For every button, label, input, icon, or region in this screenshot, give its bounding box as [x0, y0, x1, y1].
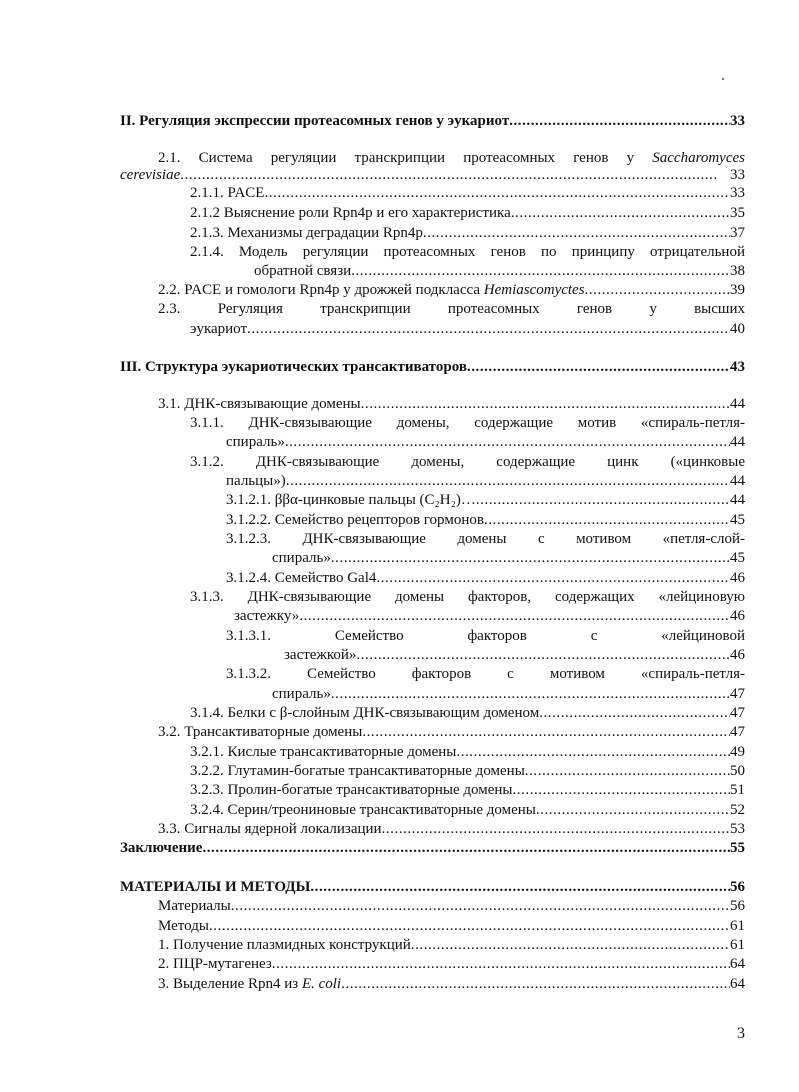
toc-entry-continuation-text: спираль» [272, 686, 331, 702]
leader-dots [513, 780, 731, 800]
toc-entry-text: 3.2.2. Глутамин-богатые трансактиваторные домены [190, 763, 525, 779]
leader-dots [484, 510, 730, 530]
toc-entry-title [226, 568, 376, 588]
toc-entry-text: 3.1.3.2. Семейство факторов с мотивом «спираль-петля- [226, 666, 745, 682]
toc-entry-text: 3.1.3.1. Семейство факторов с «лейциновой [226, 628, 745, 644]
toc-entry-title [226, 510, 484, 530]
leader-dots [299, 606, 730, 626]
leader-dots [341, 974, 730, 994]
leader-dots [423, 223, 730, 243]
toc-entry-title [158, 974, 341, 994]
toc-page-number: 39 [730, 282, 745, 298]
leader-dots [467, 357, 730, 377]
leader-dots [456, 742, 730, 762]
toc-page-number: 35 [730, 205, 745, 221]
toc-entry-text: 3.1.4. Белки с β-слойным ДНК-связывающим доменом [190, 705, 540, 721]
toc-entry-title [120, 838, 202, 858]
toc-entry-title [158, 722, 362, 742]
toc-page-number: 53 [730, 821, 745, 837]
toc-entry-text: Заключение [120, 840, 203, 856]
toc-entry[interactable] [226, 510, 745, 530]
leader-dots [351, 261, 730, 281]
toc-entry[interactable] [226, 529, 745, 549]
toc-entry-continuation[interactable] [190, 319, 745, 339]
leader-dots [272, 954, 730, 974]
leader-dots [356, 645, 730, 665]
toc-entry-continuation[interactable] [226, 432, 745, 452]
toc-entry-text: 2.1.4. Модель регуляции протеасомных генов по принципу отрицательной [190, 244, 745, 260]
toc-page-number: 43 [730, 359, 745, 375]
toc-entry-continuation[interactable] [234, 606, 745, 626]
toc-entry[interactable] [158, 974, 745, 994]
toc-entry-text: 3.1.2. ДНК-связывающие домены, содержащие цинк («цинковые [190, 454, 745, 470]
toc-entry-text: 3.3. Сигналы ядерной локализации [158, 821, 382, 837]
leader-dots [585, 280, 730, 300]
toc-entry[interactable] [158, 299, 745, 319]
toc-entry-text: 2.1.2 Выяснение роли Rpn4p и его характеристика [190, 205, 511, 221]
toc-entry[interactable] [190, 223, 745, 243]
scan-speck [722, 78, 724, 80]
leader-dots [180, 165, 730, 185]
toc-entry-italic-text: Saccharomyces [652, 150, 745, 166]
toc-entry-text: 2. ПЦР-мутагенез [158, 956, 272, 972]
toc-entry[interactable] [120, 838, 745, 858]
toc-entry-continuation[interactable] [272, 684, 745, 704]
toc-entry-continuation-text: эукариот [190, 321, 248, 337]
leader-dots [536, 800, 730, 820]
toc-page-number: 46 [730, 570, 745, 586]
toc-page-number: 44 [730, 434, 745, 450]
toc-entry-continuation-text: спираль» [272, 550, 331, 566]
toc-entry-italic-text: Hemiascomyctes [483, 282, 585, 298]
toc-entry[interactable] [158, 935, 745, 955]
toc-entry-text: 3. Выделение Rpn4 из [158, 976, 302, 992]
leader-dots [202, 838, 730, 858]
toc-entry-text: III. Структура эукариотических трансактиваторов [120, 359, 467, 375]
toc-entry-text: 3.1.2.2. Семейство рецепторов гормонов [226, 512, 484, 528]
toc-page-number: 33 [730, 167, 745, 183]
toc-entry-title [158, 301, 745, 317]
toc-entry-text: 2.3. Регуляция транскрипции протеасомных генов у высших [158, 301, 745, 317]
toc-entry-text: 3.1.2.3. ДНК-связывающие домены с мотивом «петля-слой- [226, 531, 745, 547]
toc-entry-text: 3.2.4. Серин/треониновые трансактиваторные домены [190, 802, 536, 818]
leader-dots [376, 568, 730, 588]
toc-page-number: 33 [730, 185, 745, 201]
toc-entry[interactable] [158, 954, 745, 974]
toc-entry-title [120, 357, 467, 377]
toc-entry[interactable] [120, 357, 745, 377]
toc-entry-title [190, 742, 456, 762]
toc-entry-text: МАТЕРИАЛЫ И МЕТОДЫ [120, 879, 311, 895]
toc-page-number: 37 [730, 225, 745, 241]
toc-entry-title [190, 244, 745, 260]
toc-page-number: 61 [730, 918, 745, 934]
toc-entry-title [190, 415, 745, 431]
toc-entry[interactable] [158, 916, 745, 936]
toc-page-number: 47 [730, 705, 745, 721]
leader-dots [285, 432, 730, 452]
leader-dots [209, 916, 730, 936]
toc-entry-continuation[interactable] [284, 645, 745, 665]
toc-page-number: 64 [730, 956, 745, 972]
toc-entry-title [226, 628, 745, 644]
toc-page-number: 52 [730, 802, 745, 818]
toc-entry-continuation-text: cerevisiae [120, 167, 181, 183]
toc-entry-title [190, 183, 264, 203]
toc-entry-title [190, 454, 745, 470]
toc-entry[interactable] [190, 203, 745, 223]
toc-entry[interactable] [190, 242, 745, 262]
toc-entry[interactable] [158, 280, 745, 300]
toc-entry-title [158, 150, 745, 166]
toc-entry-text: 2.1.3. Механизмы деградации Rpn4p [190, 225, 423, 241]
toc-entry[interactable] [190, 703, 745, 723]
toc-entry[interactable] [226, 568, 745, 588]
toc-entry-text: 2.1.1. PACE [190, 185, 265, 201]
leader-dots [411, 935, 730, 955]
toc-entry-text: 3.1.2.1. ββα-цинковые пальцы (C₂H₂)… [226, 492, 476, 508]
toc-entry[interactable] [226, 626, 745, 646]
toc-entry-continuation-text: пальцы») [226, 473, 286, 489]
toc-entry-title [190, 800, 536, 820]
leader-dots [264, 183, 730, 203]
toc-entry-continuation-text: застежкой» [284, 647, 357, 663]
toc-entry-title [190, 703, 539, 723]
toc-entry-continuation[interactable] [272, 548, 745, 568]
toc-entry[interactable] [158, 896, 745, 916]
toc-entry-title [190, 203, 511, 223]
toc-entry-title [158, 819, 382, 839]
leader-dots [231, 896, 730, 916]
toc-page-number: 46 [730, 647, 745, 663]
toc-page-number: 44 [730, 492, 745, 508]
toc-entry-continuation-text: застежку» [234, 608, 300, 624]
toc-entry-text: 3.2.3. Пролин-богатые трансактиваторные домены [190, 782, 513, 798]
toc-entry[interactable] [120, 111, 745, 131]
toc-entry-continuation[interactable] [254, 261, 745, 281]
toc-entry-text: 3.2.1. Кислые трансактиваторные домены [190, 744, 457, 760]
toc-page-number: 64 [730, 976, 745, 992]
toc-entry[interactable] [190, 800, 745, 820]
toc-entry-title [190, 780, 513, 800]
leader-dots [286, 471, 730, 491]
toc-page-number: 47 [730, 686, 745, 702]
toc-page-number: 61 [730, 937, 745, 953]
toc-page-number: 45 [730, 512, 745, 528]
leader-dots [525, 761, 730, 781]
toc-entry[interactable] [190, 183, 745, 203]
toc-entry[interactable] [190, 587, 745, 607]
leader-dots [476, 490, 730, 510]
toc-entry-continuation[interactable] [226, 471, 745, 491]
toc-page-number: 40 [730, 321, 745, 337]
toc-entry-continuation-text: обратной связи [254, 263, 352, 279]
toc-entry-title [158, 394, 361, 414]
toc-entry[interactable] [190, 413, 745, 433]
leader-dots [362, 722, 730, 742]
toc-entry-continuation-text: спираль» [226, 434, 285, 450]
toc-entry-continuation[interactable] [120, 165, 745, 185]
toc-page-number: 44 [730, 473, 745, 489]
leader-dots [310, 877, 730, 897]
toc-page-number: 33 [730, 113, 745, 129]
toc-entry[interactable] [158, 819, 745, 839]
toc-entry[interactable] [120, 877, 745, 897]
toc-entry-title [226, 666, 745, 682]
toc-page-number: 45 [730, 550, 745, 566]
toc-entry-title [190, 761, 525, 781]
toc-page-number: 56 [730, 898, 745, 914]
leader-dots [247, 319, 730, 339]
toc-entry-title [120, 111, 509, 131]
toc-entry[interactable] [190, 780, 745, 800]
leader-dots [539, 703, 730, 723]
toc-page-number: 51 [730, 782, 745, 798]
toc-entry-title [120, 877, 310, 897]
toc-entry[interactable] [158, 722, 745, 742]
leader-dots [382, 819, 730, 839]
toc-page-number: 56 [730, 879, 745, 895]
toc-entry[interactable] [226, 490, 745, 510]
toc-entry-text: 3.1.3. ДНК-связывающие домены факторов, содержащих «лейциновую [190, 589, 745, 605]
toc-entry[interactable] [226, 664, 745, 684]
toc-entry-text: Материалы [158, 898, 231, 914]
toc-page-number: 55 [730, 840, 745, 856]
toc-entry-text: 3.2. Трансактиваторные домены [158, 724, 363, 740]
toc-entry[interactable] [190, 742, 745, 762]
toc-page-number: 49 [730, 744, 745, 760]
leader-dots [511, 203, 730, 223]
toc-entry-title [158, 916, 209, 936]
toc-entry-text: 3.1. ДНК-связывающие домены [158, 396, 361, 412]
page-number: 3 [737, 1025, 745, 1042]
toc-entry-title [158, 935, 411, 955]
toc-page-number: 50 [730, 763, 745, 779]
toc-entry[interactable] [158, 394, 745, 414]
leader-dots [331, 684, 730, 704]
toc-entry-text: 3.1.1. ДНК-связывающие домены, содержащие мотив «спираль-петля- [190, 415, 745, 431]
toc-entry-text: Методы [158, 918, 209, 934]
toc-entry-title [190, 589, 745, 605]
toc-entry[interactable] [190, 761, 745, 781]
toc-entry-title [190, 223, 423, 243]
toc-page-number: 38 [730, 263, 745, 279]
toc-entry-text: 1. Получение плазмидных конструкций [158, 937, 411, 953]
toc-page-number: 46 [730, 608, 745, 624]
toc-entry-title [226, 490, 476, 510]
toc-entry-text: II. Регуляция экспрессии протеасомных генов у эукариот [120, 113, 510, 129]
toc-entry-text: 2.2. PACE и гомологи Rpn4p у дрожжей подкласса [158, 282, 484, 298]
toc-entry-text: 2.1. Система регуляции транскрипции протеасомных генов у [158, 150, 653, 166]
toc-entry-title [158, 896, 231, 916]
toc-entry-title [158, 280, 585, 300]
toc-page-number: 44 [730, 396, 745, 412]
toc-entry-title [158, 954, 272, 974]
toc-entry-italic-text: E. coli [301, 976, 342, 992]
toc-entry[interactable] [190, 452, 745, 472]
toc-page-number: 47 [730, 724, 745, 740]
leader-dots [331, 548, 730, 568]
toc-entry-title [226, 531, 745, 547]
leader-dots [509, 111, 730, 131]
leader-dots [361, 394, 730, 414]
toc-entry-text: 3.1.2.4. Семейство Gal4 [226, 570, 377, 586]
